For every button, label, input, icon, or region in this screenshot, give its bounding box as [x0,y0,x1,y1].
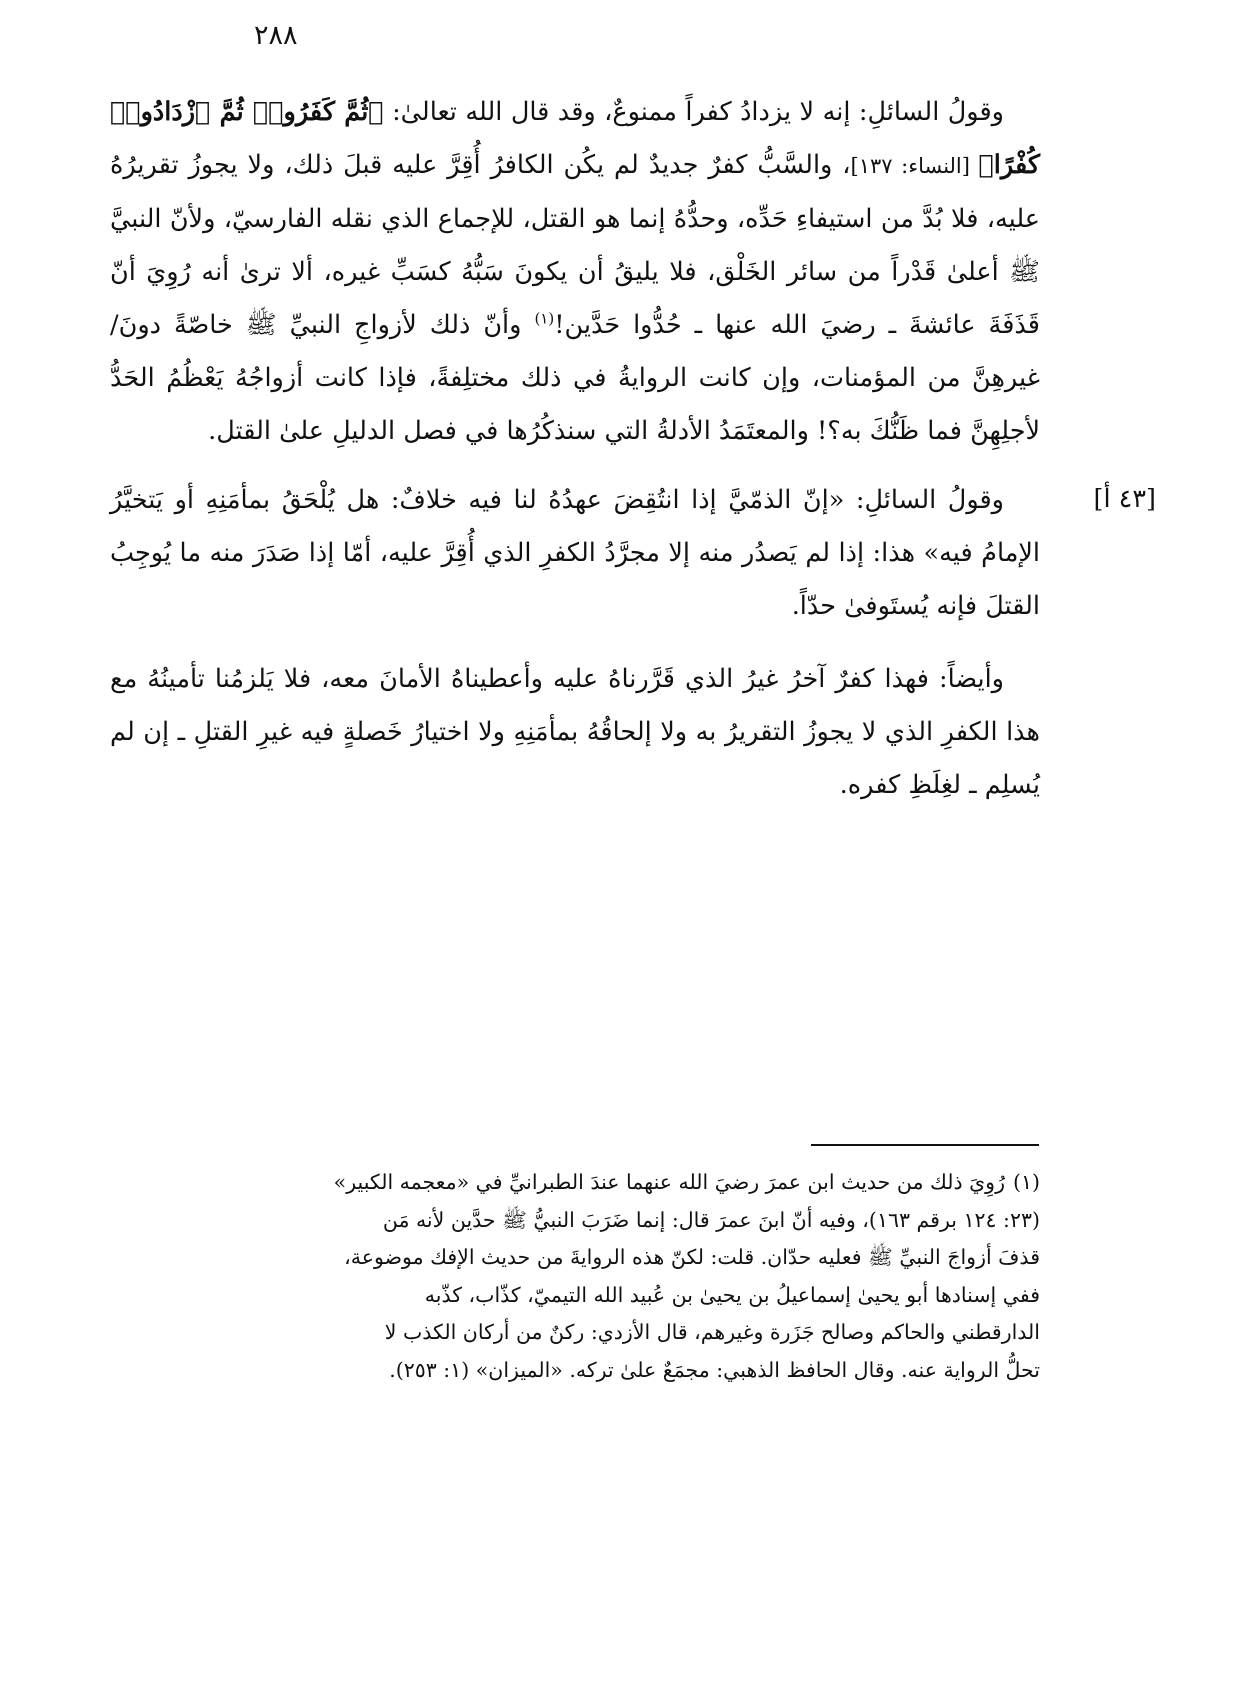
paragraph-1-body: ، والسَّبُّ كفرٌ جديدٌ لم يكُن الكافرُ أُقِرَّ عليه قبلَ ذلك، ولا يجوزُ تقريرُهُ عليه، فلا بُدَّ من استيفاءِ حَدِّه، وحدُّهُ إنما هو القتل، للإجماع الذي نقله الفارسيّ، ولأنّ النبيَّ ﷺ أعلىٰ قَدْراً من سائر الخَلْق، فلا يليقُ أن يكونَ سَبُّهُ كسَبِّ غيره، ألا ترىٰ أنه رُوِيَ أنّ قَذَفَةَ عائشةَ ـ رضيَ الله عنها ـ حُدُّوا حَدَّين! [110,150,1040,340]
footnote-line-text: رُوِيَ ذلك من حديث ابن عمرَ رضيَ الله عنهما عندَ الطبرانيِّ في «معجمه الكبير» [333,1170,1005,1194]
footnote-1 [110,1164,1040,1389]
footnote-marker: (١) [1012,1170,1040,1194]
footnote-line: تحلُّ الرواية عنه. وقال الحافظ الذهبي: مجمَعٌ علىٰ تركه. «الميزان» (١: ٢٥٣). [389,1357,1040,1382]
footnote-line [110,1164,1040,1202]
footnote-reference[interactable]: (١) [534,309,555,328]
paragraph-1-intro: وقولُ السائلِ: إنه لا يزدادُ كفراً ممنوعٌ، وقد قال الله تعالىٰ: [383,97,1004,127]
quran-verse: ﴿ثُمَّ كَفَرُوا۟ ثُمَّ ٱزْدَادُوا۟ كُفْرًا﴾ [110,97,1040,180]
footnote-line: قذفَ أزواجَ النبيِّ ﷺ فعليه حدّان. قلت: لكنّ هذه الروايةَ من حديث الإفك موضوعة، [344,1245,1040,1269]
footnote-divider [811,1144,1039,1146]
footnote-line: الدارقطني والحاكم وصالح جَزَرة وغيرهم، قال الأزدي: ركنٌ من أركان الكذب لا [384,1320,1040,1344]
paragraph-3: وأيضاً: فهذا كفرٌ آخرُ غيرُ الذي قَرَّرناهُ عليه وأعطيناهُ الأمانَ معه، فلا يَلزمُنا تأمينُهُ مع هذا الكفرِ الذي لا يجوزُ التقريرُ به ولا إلحاقُهُ بمأمَنِهِ ولا اختيارُ خَصلةٍ فيه غيرِ القتلِ ـ إن لم يُسلِم ـ لغِلَظِ كفره. [110,664,1040,800]
footnote-line: (٢٣: ١٢٤ برقم ١٦٣)، وفيه أنّ ابنَ عمرَ قال: إنما ضَرَبَ النبيُّ ﷺ حدَّين لأنه مَن [382,1207,1040,1232]
footnote-line: ففي إسنادها أبو يحيىٰ إسماعيلُ بن يحيىٰ بن عُبيد الله التيميّ، كذّاب، كذّبه [424,1282,1040,1307]
paragraph-2: وقولُ السائلِ: «إنّ الذمّيَّ إذا انتُقِضَ عهدُهُ لنا فيه خلافٌ: هل يُلْحَقُ بمأمَنِهِ أو يَتخيَّرُ الإمامُ فيه» هذا: إذا لم يَصدُر منه إلا مجرَّدُ الكفرِ الذي أُقِرَّ عليه، أمّا إذا صَدَرَ منه ما يُوجِبُ القتلَ فإنه يُستَوفىٰ حدّاً. [110,485,1040,621]
footnotes-section [110,1164,1040,1389]
margin-manuscript-reference: [٤٣ أ] [1093,484,1156,514]
paragraph-1-continuation: وأنّ ذلك لأزواجِ النبيِّ ﷺ خاصّةً دونَ/ غيرهِنَّ من المؤمنات، وإن كانت الروايةُ في ذلك مختلِفةً، فإذا كانت أزواجُهُ يَعْظُمُ الحَدُّ لأجلِهِنَّ فما ظَنُّكَ به؟! والمعتَمَدُ الأدلةُ التي سنذكُرُها في فصل الدليلِ علىٰ القتل. [110,310,1040,446]
page-number: ٢٨٨ [254,20,298,51]
quran-citation: [النساء: ١٣٧] [850,154,979,178]
main-text [110,86,1040,832]
paragraph-1 [110,86,1040,458]
